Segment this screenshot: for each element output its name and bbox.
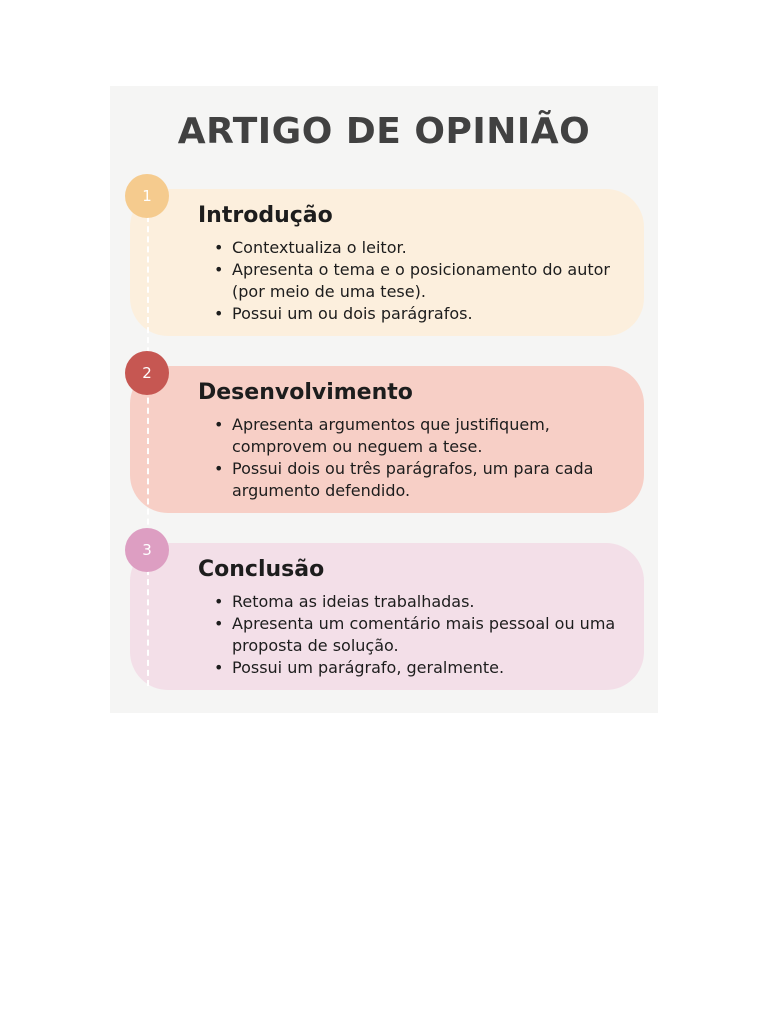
step-number-badge: 3 [125,528,169,572]
step-number-badge: 2 [125,351,169,395]
timeline-dashed-line [147,196,149,686]
step-number-badge: 1 [125,174,169,218]
bullet-list [214,591,628,679]
step-card-introducao [130,189,644,336]
bullet-list [214,237,628,325]
step-card-conclusao [130,543,644,690]
bullet-item: • Possui dois ou três parágrafos, um para cada argumento defendido. [214,458,628,502]
step-card-desenvolvimento [130,366,644,513]
step-heading: Conclusão [198,557,325,582]
bullet-item: • Possui um parágrafo, geralmente. [214,657,628,679]
bullet-item: • Apresenta o tema e o posicionamento do autor (por meio de uma tese). [214,259,628,303]
bullet-item: • Apresenta argumentos que justifiquem, comprovem ou neguem a tese. [214,414,628,458]
infographic-poster [110,86,658,713]
infographic-title: ARTIGO DE OPINIÃO [177,111,591,152]
bullet-item: • Retoma as ideias trabalhadas. [214,591,628,613]
bullet-list [214,414,628,502]
step-heading: Desenvolvimento [198,380,413,405]
bullet-item: • Apresenta um comentário mais pessoal ou uma proposta de solução. [214,613,628,657]
bullet-item: • Contextualiza o leitor. [214,237,628,259]
bullet-item: • Possui um ou dois parágrafos. [214,303,628,325]
step-heading: Introdução [198,203,333,228]
